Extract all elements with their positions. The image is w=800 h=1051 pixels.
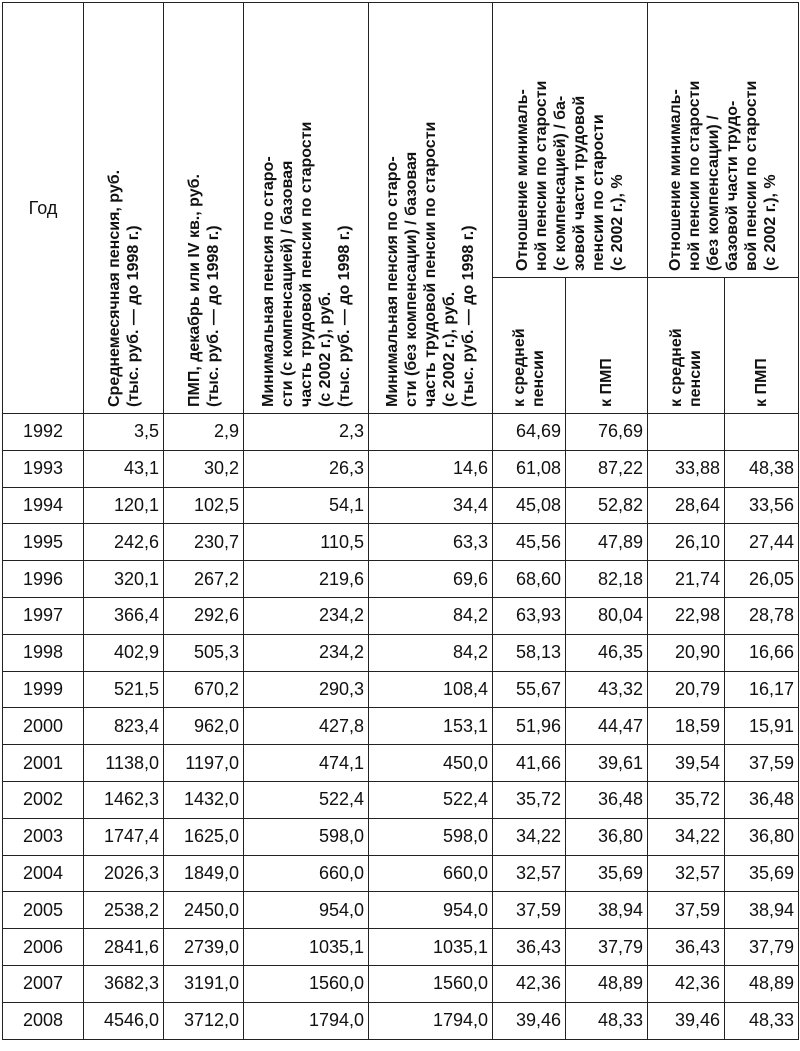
cell-with-to-pmp: 87,22 (566, 450, 648, 487)
cell-without-to-pmp: 28,78 (725, 597, 799, 634)
cell-without-to-avg: 37,59 (648, 892, 725, 929)
table-header (3, 3, 799, 414)
table-row (3, 671, 799, 708)
cell-year: 2001 (3, 745, 84, 782)
cell-min-without: 84,2 (369, 634, 493, 671)
table-row (3, 561, 799, 598)
cell-min-without: 1794,0 (369, 1002, 493, 1039)
cell-min-without: 522,4 (369, 781, 493, 818)
cell-year: 1994 (3, 487, 84, 524)
cell-year: 1992 (3, 414, 84, 451)
cell-year: 2004 (3, 855, 84, 892)
cell-with-to-avg: 36,43 (493, 929, 566, 966)
cell-with-to-avg: 68,60 (493, 561, 566, 598)
cell-with-to-avg: 39,46 (493, 1002, 566, 1039)
cell-pmp: 1432,0 (164, 781, 244, 818)
cell-year: 2003 (3, 818, 84, 855)
cell-avg-pension: 3682,3 (84, 965, 164, 1002)
cell-min-with: 110,5 (244, 524, 369, 561)
cell-min-with: 234,2 (244, 597, 369, 634)
cell-with-to-pmp: 39,61 (566, 745, 648, 782)
header-avg-pension: Среднемесячная пенсия, руб. (тыс. руб. — до 1998 г.) (84, 3, 164, 414)
cell-year: 2008 (3, 1002, 84, 1039)
cell-without-to-avg: 26,10 (648, 524, 725, 561)
header-without-to-pmp: к ПМП (725, 278, 799, 414)
cell-avg-pension: 320,1 (84, 561, 164, 598)
cell-year: 2002 (3, 781, 84, 818)
cell-pmp: 505,3 (164, 634, 244, 671)
cell-avg-pension: 2841,6 (84, 929, 164, 966)
table-row (3, 965, 799, 1002)
cell-pmp: 267,2 (164, 561, 244, 598)
cell-without-to-pmp: 27,44 (725, 524, 799, 561)
cell-pmp: 3712,0 (164, 1002, 244, 1039)
cell-min-without: 34,4 (369, 487, 493, 524)
cell-pmp: 962,0 (164, 708, 244, 745)
cell-avg-pension: 2538,2 (84, 892, 164, 929)
header-ratio-with-compensation: Отношение минималь- ной пенсии по старости (с компенсацией) / ба- зовой части трудовой пенсии по старости (с 2002 г.), % (493, 3, 648, 278)
cell-without-to-avg: 20,90 (648, 634, 725, 671)
cell-with-to-avg: 61,08 (493, 450, 566, 487)
table-row (3, 597, 799, 634)
cell-with-to-pmp: 43,32 (566, 671, 648, 708)
cell-avg-pension: 1462,3 (84, 781, 164, 818)
cell-min-with: 54,1 (244, 487, 369, 524)
cell-pmp: 1625,0 (164, 818, 244, 855)
cell-year: 1999 (3, 671, 84, 708)
cell-with-to-pmp: 35,69 (566, 855, 648, 892)
cell-with-to-pmp: 47,89 (566, 524, 648, 561)
pension-table (2, 2, 799, 1040)
cell-with-to-pmp: 80,04 (566, 597, 648, 634)
cell-without-to-pmp: 33,56 (725, 487, 799, 524)
cell-with-to-avg: 35,72 (493, 781, 566, 818)
cell-pmp: 670,2 (164, 671, 244, 708)
cell-with-to-avg: 41,66 (493, 745, 566, 782)
table-row (3, 818, 799, 855)
cell-min-without: 14,6 (369, 450, 493, 487)
cell-with-to-pmp: 52,82 (566, 487, 648, 524)
cell-min-with: 598,0 (244, 818, 369, 855)
cell-min-with: 522,4 (244, 781, 369, 818)
cell-with-to-avg: 55,67 (493, 671, 566, 708)
cell-with-to-pmp: 48,89 (566, 965, 648, 1002)
cell-with-to-avg: 45,56 (493, 524, 566, 561)
table-row (3, 781, 799, 818)
cell-min-without: 1035,1 (369, 929, 493, 966)
cell-without-to-pmp: 35,69 (725, 855, 799, 892)
cell-year: 1995 (3, 524, 84, 561)
cell-without-to-avg: 34,22 (648, 818, 725, 855)
cell-min-with: 234,2 (244, 634, 369, 671)
cell-without-to-pmp: 15,91 (725, 708, 799, 745)
cell-min-with: 474,1 (244, 745, 369, 782)
cell-without-to-avg: 32,57 (648, 855, 725, 892)
table-body (3, 414, 799, 1040)
cell-year: 1998 (3, 634, 84, 671)
cell-min-with: 1035,1 (244, 929, 369, 966)
cell-pmp: 102,5 (164, 487, 244, 524)
cell-min-without: 660,0 (369, 855, 493, 892)
cell-with-to-pmp: 46,35 (566, 634, 648, 671)
cell-avg-pension: 402,9 (84, 634, 164, 671)
cell-with-to-avg: 34,22 (493, 818, 566, 855)
cell-without-to-avg: 35,72 (648, 781, 725, 818)
cell-avg-pension: 521,5 (84, 671, 164, 708)
cell-year: 2006 (3, 929, 84, 966)
cell-without-to-pmp: 48,89 (725, 965, 799, 1002)
table-row (3, 892, 799, 929)
cell-min-with: 2,3 (244, 414, 369, 451)
cell-with-to-avg: 63,93 (493, 597, 566, 634)
cell-without-to-avg: 22,98 (648, 597, 725, 634)
cell-pmp: 1849,0 (164, 855, 244, 892)
cell-without-to-pmp (725, 414, 799, 451)
table-row (3, 414, 799, 451)
cell-without-to-avg: 28,64 (648, 487, 725, 524)
cell-without-to-avg: 18,59 (648, 708, 725, 745)
cell-with-to-pmp: 82,18 (566, 561, 648, 598)
cell-min-without: 69,6 (369, 561, 493, 598)
header-min-with-compensation: Минимальная пенсия по старо- сти (с компенсацией) / базовая часть трудовой пенсии по старости (с 2002 г.), руб. (тыс. руб. — до 1998 г.) (244, 3, 369, 414)
cell-pmp: 292,6 (164, 597, 244, 634)
cell-pmp: 1197,0 (164, 745, 244, 782)
header-min-without-compensation: Минимальная пенсия по старо- сти (без компенсации) / базовая часть трудовой пенсии по старости (с 2002 г.), руб. (тыс. руб. — до 1998 г.) (369, 3, 493, 414)
cell-with-to-avg: 32,57 (493, 855, 566, 892)
cell-with-to-pmp: 44,47 (566, 708, 648, 745)
cell-pmp: 3191,0 (164, 965, 244, 1002)
cell-pmp: 30,2 (164, 450, 244, 487)
cell-year: 1996 (3, 561, 84, 598)
cell-without-to-avg: 42,36 (648, 965, 725, 1002)
header-with-to-pmp: к ПМП (566, 278, 648, 414)
cell-without-to-avg: 36,43 (648, 929, 725, 966)
cell-without-to-avg: 20,79 (648, 671, 725, 708)
cell-without-to-avg: 39,46 (648, 1002, 725, 1039)
cell-min-with: 427,8 (244, 708, 369, 745)
cell-with-to-pmp: 37,79 (566, 929, 648, 966)
header-pmp: ПМП, декабрь или IV кв., руб. (тыс. руб. — до 1998 г.) (164, 3, 244, 414)
cell-with-to-avg: 37,59 (493, 892, 566, 929)
cell-min-without: 450,0 (369, 745, 493, 782)
cell-without-to-pmp: 48,33 (725, 1002, 799, 1039)
header-with-to-avg: к средней пенсии (493, 278, 566, 414)
cell-min-with: 290,3 (244, 671, 369, 708)
cell-pmp: 2,9 (164, 414, 244, 451)
cell-without-to-pmp: 48,38 (725, 450, 799, 487)
cell-with-to-pmp: 36,48 (566, 781, 648, 818)
cell-min-without: 153,1 (369, 708, 493, 745)
cell-min-with: 1794,0 (244, 1002, 369, 1039)
cell-with-to-avg: 58,13 (493, 634, 566, 671)
cell-without-to-pmp: 36,80 (725, 818, 799, 855)
cell-without-to-avg: 39,54 (648, 745, 725, 782)
cell-avg-pension: 823,4 (84, 708, 164, 745)
table-row (3, 708, 799, 745)
header-ratio-without-compensation: Отношение минималь- ной пенсии по старости (без компенсации) / базовой части трудо- вой пенсии по старости (с 2002 г.), % (648, 3, 799, 278)
table-row (3, 855, 799, 892)
cell-year: 1993 (3, 450, 84, 487)
table-row (3, 1002, 799, 1039)
cell-avg-pension: 1138,0 (84, 745, 164, 782)
cell-without-to-pmp: 16,17 (725, 671, 799, 708)
cell-min-with: 26,3 (244, 450, 369, 487)
table-row (3, 634, 799, 671)
cell-with-to-avg: 51,96 (493, 708, 566, 745)
cell-min-without: 598,0 (369, 818, 493, 855)
cell-with-to-pmp: 76,69 (566, 414, 648, 451)
table-row (3, 745, 799, 782)
cell-year: 1997 (3, 597, 84, 634)
table-row (3, 524, 799, 561)
cell-without-to-avg: 21,74 (648, 561, 725, 598)
cell-min-without: 954,0 (369, 892, 493, 929)
cell-with-to-avg: 45,08 (493, 487, 566, 524)
header-year: Год (3, 3, 84, 414)
cell-without-to-avg (648, 414, 725, 451)
cell-min-with: 660,0 (244, 855, 369, 892)
cell-year: 2000 (3, 708, 84, 745)
cell-min-with: 954,0 (244, 892, 369, 929)
cell-with-to-pmp: 36,80 (566, 818, 648, 855)
cell-avg-pension: 366,4 (84, 597, 164, 634)
cell-avg-pension: 3,5 (84, 414, 164, 451)
cell-avg-pension: 43,1 (84, 450, 164, 487)
cell-avg-pension: 242,6 (84, 524, 164, 561)
cell-year: 2005 (3, 892, 84, 929)
cell-with-to-pmp: 38,94 (566, 892, 648, 929)
table-row (3, 487, 799, 524)
cell-without-to-pmp: 36,48 (725, 781, 799, 818)
header-without-to-avg: к средней пенсии (648, 278, 725, 414)
cell-avg-pension: 120,1 (84, 487, 164, 524)
cell-without-to-pmp: 26,05 (725, 561, 799, 598)
cell-without-to-pmp: 16,66 (725, 634, 799, 671)
cell-min-with: 219,6 (244, 561, 369, 598)
cell-with-to-avg: 42,36 (493, 965, 566, 1002)
cell-avg-pension: 2026,3 (84, 855, 164, 892)
table-row (3, 929, 799, 966)
cell-pmp: 2450,0 (164, 892, 244, 929)
cell-min-without: 1560,0 (369, 965, 493, 1002)
cell-pmp: 230,7 (164, 524, 244, 561)
cell-min-with: 1560,0 (244, 965, 369, 1002)
cell-with-to-avg: 64,69 (493, 414, 566, 451)
cell-without-to-pmp: 37,59 (725, 745, 799, 782)
cell-pmp: 2739,0 (164, 929, 244, 966)
cell-avg-pension: 4546,0 (84, 1002, 164, 1039)
table-row (3, 450, 799, 487)
cell-min-without: 84,2 (369, 597, 493, 634)
cell-min-without: 63,3 (369, 524, 493, 561)
cell-without-to-pmp: 38,94 (725, 892, 799, 929)
cell-avg-pension: 1747,4 (84, 818, 164, 855)
cell-min-without (369, 414, 493, 451)
cell-without-to-pmp: 37,79 (725, 929, 799, 966)
cell-without-to-avg: 33,88 (648, 450, 725, 487)
cell-year: 2007 (3, 965, 84, 1002)
cell-with-to-pmp: 48,33 (566, 1002, 648, 1039)
cell-min-without: 108,4 (369, 671, 493, 708)
